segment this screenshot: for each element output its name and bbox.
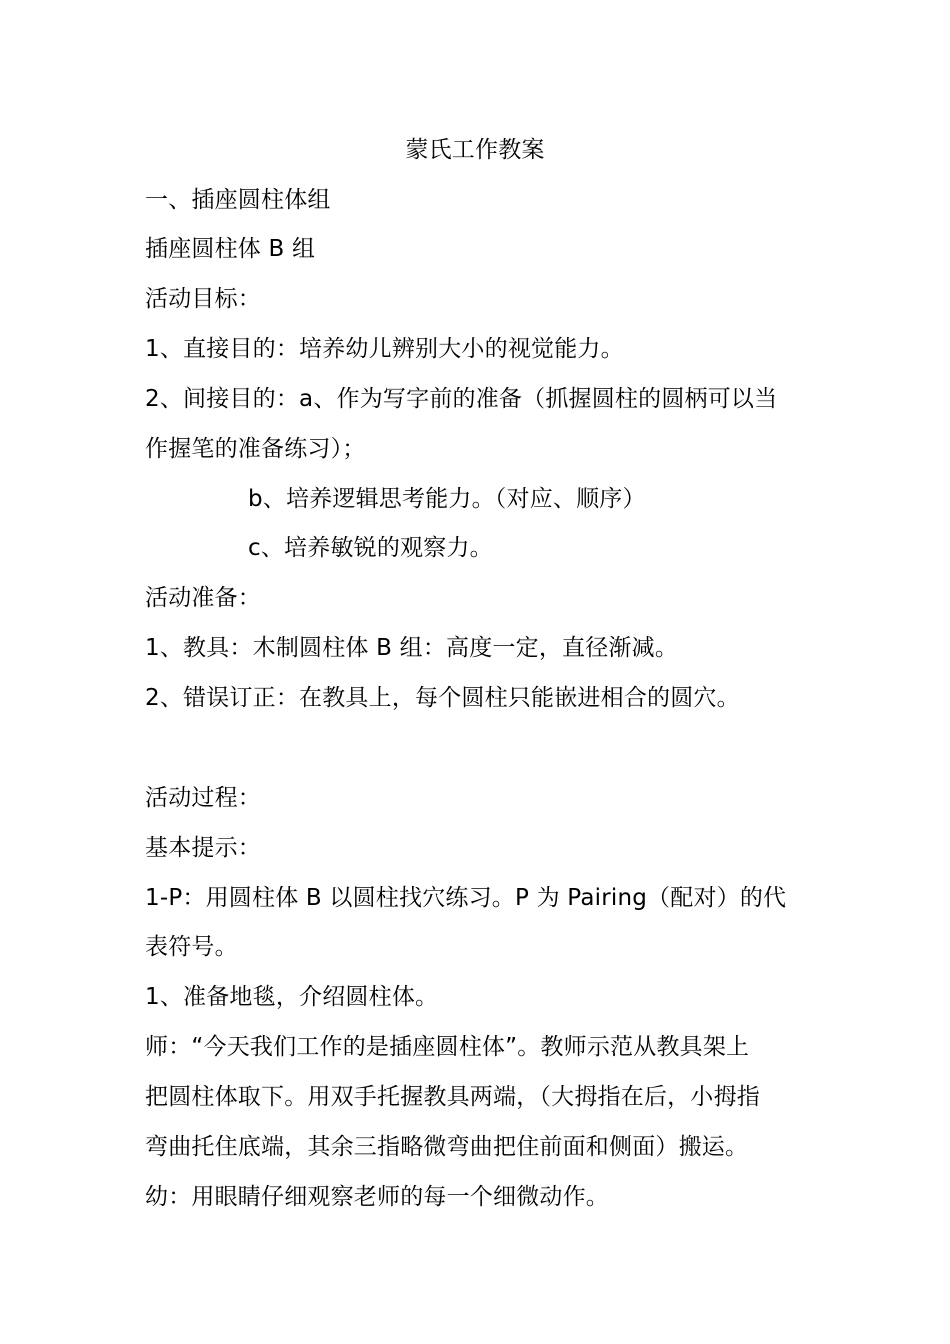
teacher-instruction-continuation: 弯曲托住底端，其余三指略微弯曲把住前面和侧面）搬运。 bbox=[145, 1134, 749, 1160]
child-instruction: 幼：用眼睛仔细观察老师的每一个细微动作。 bbox=[145, 1184, 609, 1210]
goal-subitem: b、培养逻辑思考能力。（对应、顺序） bbox=[248, 486, 646, 512]
activity-goals-heading: 活动目标： bbox=[145, 286, 261, 312]
activity-process-heading: 活动过程： bbox=[145, 785, 261, 811]
goal-line-continuation: 作握笔的准备练习）； bbox=[145, 436, 366, 462]
goal-line: 2、间接目的：a、作为写字前的准备（抓握圆柱的圆柄可以当 bbox=[145, 386, 778, 412]
process-line-continuation: 表符号。 bbox=[145, 934, 238, 960]
goal-line: 1、直接目的：培养幼儿辨别大小的视觉能力。 bbox=[145, 336, 624, 362]
subsection-heading: 插座圆柱体 B 组 bbox=[145, 236, 316, 262]
teacher-instruction-continuation: 把圆柱体取下。用双手托握教具两端，（大拇指在后，小拇指 bbox=[145, 1084, 760, 1110]
process-step: 1、准备地毯，介绍圆柱体。 bbox=[145, 984, 439, 1010]
goal-subitem: c、培养敏锐的观察力。 bbox=[248, 535, 493, 561]
activity-preparation-heading: 活动准备： bbox=[145, 585, 261, 611]
preparation-line: 1、教具：木制圆柱体 B 组：高度一定，直径渐减。 bbox=[145, 635, 679, 661]
basic-tips-heading: 基本提示： bbox=[145, 835, 261, 861]
teacher-instruction: 师：“今天我们工作的是插座圆柱体”。教师示范从教具架上 bbox=[145, 1034, 750, 1060]
process-line: 1-P：用圆柱体 B 以圆柱找穴练习。P 为 Pairing（配对）的代 bbox=[145, 885, 787, 911]
section-heading: 一、插座圆柱体组 bbox=[145, 187, 331, 213]
preparation-line: 2、错误订正：在教具上，每个圆柱只能嵌进相合的圆穴。 bbox=[145, 685, 740, 711]
document-title: 蒙氏工作教案 bbox=[405, 137, 545, 163]
